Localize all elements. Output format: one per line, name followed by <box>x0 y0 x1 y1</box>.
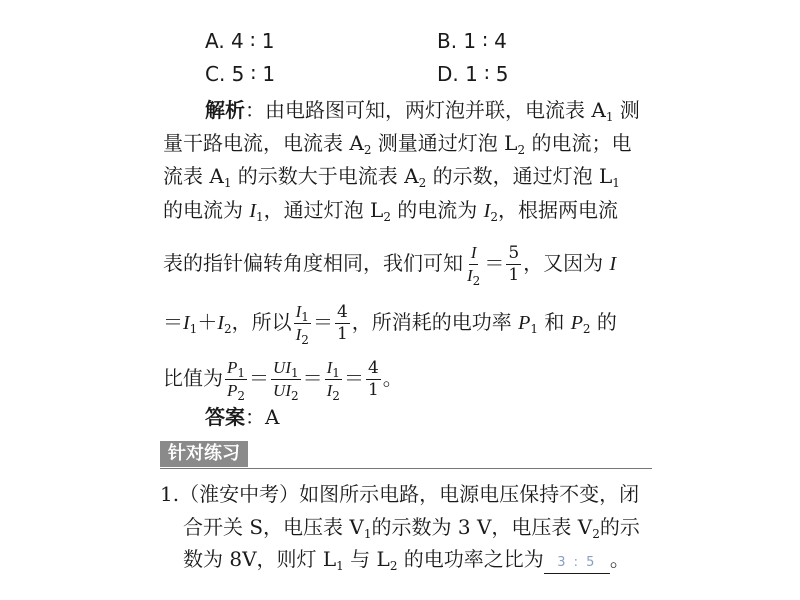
question-line-3: 数为 8V，则灯 $L_1$ 与 $L_2$ 的电功率之比为 3 : 5 。 <box>183 547 630 573</box>
fraction-i1-over-i2-b: $\frac{I_1}{I_2}$ <box>326 358 340 403</box>
section-divider <box>160 468 652 469</box>
question-line-1: 1.（淮安中考）如图所示电路，电源电压保持不变，闭 <box>160 482 640 506</box>
fraction-i-over-i2: $\frac{I}{I_2}$ <box>467 243 481 288</box>
analysis-label: 解析 <box>205 98 245 122</box>
fraction-ui1-over-ui2: $\frac{UI_1}{UI_2}$ <box>273 358 299 403</box>
analysis-line-1: 解析：由电路图可知，两灯泡并联，电流表 $A_1$ 测 <box>205 98 640 124</box>
analysis-line-5: 表的指针偏转角度相同，我们可知 $\frac{I}{I_2}$ ＝ $\frac{5}{1}$ ，又因为 I <box>163 243 617 288</box>
section-tag: 针对练习 <box>160 441 248 467</box>
answer-label: 答案 <box>205 405 245 429</box>
analysis-line-3: 流表 $A_1$ 的示数大于电流表 $A_2$ 的示数，通过灯泡 $L_1$ <box>163 164 620 190</box>
filled-answer: 3 : 5 <box>557 555 597 570</box>
analysis-line-6: $=I_1+I_2$，所以 $\frac{I_1}{I_2}$ ＝ $\frac{4}{1}$ ，所消耗的电功率 $P_1$ 和 $P_2$ 的 <box>163 302 617 347</box>
option-a: A. 4 ∶ 1 <box>205 29 275 53</box>
answer-line <box>205 405 279 429</box>
fraction-4-over-1: $\frac{4}{1}$ <box>336 302 348 344</box>
analysis-line-2: 量干路电流，电流表 $A_2$ 测量通过灯泡 $L_2$ 的电流；电 <box>163 131 632 157</box>
fraction-5-over-1: $\frac{5}{1}$ <box>508 243 520 285</box>
fraction-4-over-1-b: $\frac{4}{1}$ <box>367 358 379 400</box>
option-c: C. 5 ∶ 1 <box>205 62 276 86</box>
option-b: B. 1 ∶ 4 <box>437 29 507 53</box>
option-d: D. 1 ∶ 5 <box>437 62 509 86</box>
fraction-p1-over-p2: $\frac{P_1}{P_2}$ <box>227 358 246 403</box>
question-line-2: 合开关 S，电压表 $V_1$的示数为 3 V，电压表 $V_2$的示 <box>183 515 640 541</box>
analysis-line-7: 比值为 $\frac{P_1}{P_2}$ ＝ $\frac{UI_1}{UI_2}$ ＝ $\frac{I_1}{I_2}$ ＝ $\frac{4}{1}$ 。 <box>163 358 403 403</box>
answer-value: ：A <box>245 405 280 429</box>
fraction-i1-over-i2: $\frac{I_1}{I_2}$ <box>295 302 309 347</box>
analysis-line-4: 的电流为 $I_1$，通过灯泡 $L_2$ 的电流为 $I_2$，根据两电流 <box>163 198 618 224</box>
answer-blank <box>544 549 610 574</box>
